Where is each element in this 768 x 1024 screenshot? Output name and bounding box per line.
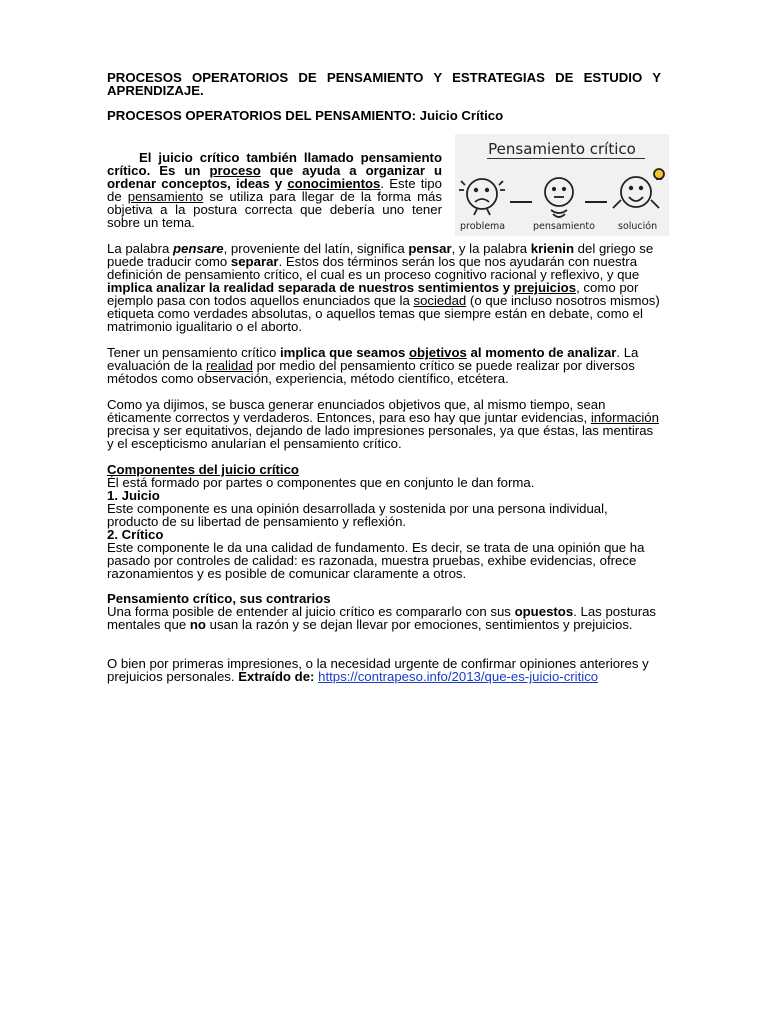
paragraph-objetivos: Tener un pensamiento crítico implica que seamos objetivos al momento de analizar. La evaluación de la realidad por medio del pensamiento crítico se puede realizar por diversos métodos como observación, experiencia, método científico, etcétera. — [107, 345, 639, 386]
figure-title: Pensamiento crítico — [455, 141, 669, 157]
contrarios-section — [107, 592, 662, 631]
caption-problema: problema — [460, 221, 506, 232]
contrarios-text: Una forma posible de entender al juicio crítico es compararlo con sus opuestos. Las posturas mentales que no usan la razón y se dejan llevar por emociones, sentimientos y prejuicios. — [107, 604, 657, 632]
components-intro: Él está formado por partes o componentes que en conjunto le dan forma. — [107, 475, 535, 490]
paragraph-evidencias: Como ya dijimos, se busca generar enunciados objetivos que, al mismo tiempo, sean éticamente correctos y verdaderos. Entonces, para eso hay que juntar evidencias, información precisa y ser equitativos, dejando de lado impresiones personales, ya que éstas, las mentiras y el escepticismo anularían el pensamiento crítico. — [107, 397, 659, 451]
contrarios-heading: Pensamiento crítico, sus contrarios — [107, 591, 331, 606]
intro-paragraph: El juicio crítico también llamado pensamiento crítico. Es un proceso que ayuda a organizar u ordenar conceptos, ideas y conocimientos. Este tipo de pensamiento se utiliza para llegar de la forma más objetiva a la postura correcta que debería uno tener sobre un tema. — [107, 150, 443, 230]
source-link[interactable]: https://contrapeso.info/2013/que-es-juicio-critico — [318, 669, 599, 684]
happy-face-lightbulb-icon — [613, 169, 664, 208]
caption-solucion: solución — [618, 221, 658, 232]
thinking-face-icon — [545, 178, 573, 217]
component-2-title: 2. Crítico — [107, 527, 164, 542]
component-2-text: Este componente le da una calidad de fundamento. Es decir, se trata de una opinión que ha pasado por controles de calidad: es razonada, muestra pruebas, exhibe evidencias, ofrece razonamientos y es posible de comunicar claramente a otros. — [107, 540, 645, 581]
component-1-title: 1. Juicio — [107, 488, 160, 503]
caption-pensamiento: pensamiento — [533, 221, 595, 232]
paragraph-pensare: La palabra pensare, proveniente del latín, significa pensar, y la palabra krienin del griego se puede traducir como separar. Estos dos términos serán los que nos ayudarán con nuestra definición de pensamiento crítico, el cual es un proceso cognitivo racional y reflexivo, y que implica analizar la realidad separada de nuestros sentimientos y prejuicios, como por ejemplo pasa con todos aquellos enunciados que la sociedad (o que incluso nosotros mismos) etiqueta como verdades absolutas, o aquellos temas que siempre están en debate, como el matrimonio igualitario o el aborto. — [107, 241, 660, 334]
document-subtitle: PROCESOS OPERATORIOS DEL PENSAMIENTO: Juicio Crítico — [107, 108, 504, 123]
sad-face-icon — [459, 179, 505, 215]
components-section — [107, 463, 662, 580]
components-heading: Componentes del juicio crítico — [107, 462, 299, 477]
pensamiento-critico-figure — [455, 134, 669, 236]
document-title: PROCESOS OPERATORIOS DE PENSAMIENTO Y ESTRATEGIAS DE ESTUDIO Y APRENDIZAJE. — [107, 70, 661, 98]
final-paragraph: O bien por primeras impresiones, o la necesidad urgente de confirmar opiniones anteriores y prejuicios personales. Extraído de: https://contrapeso.info/2013/que-es-juicio-critico — [107, 656, 649, 684]
component-1-text: Este componente es una opinión desarrollada y sostenida por una persona individual, producto de su libertad de pensamiento y reflexión. — [107, 501, 608, 529]
